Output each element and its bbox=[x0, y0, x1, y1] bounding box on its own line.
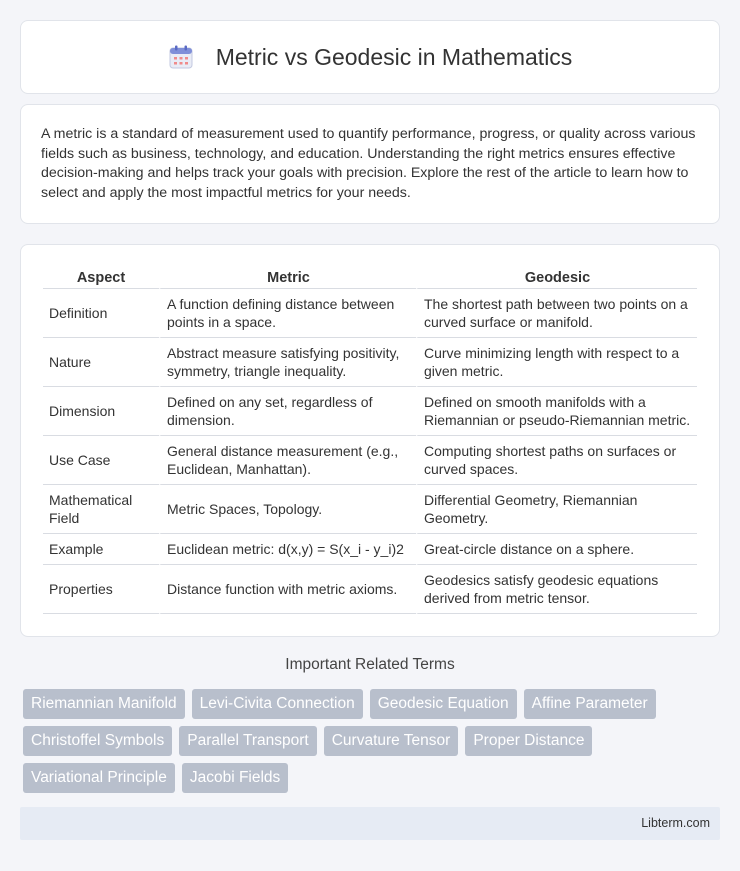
tag-christoffel-symbols[interactable]: Christoffel Symbols bbox=[23, 726, 172, 756]
cell-geodesic: Differential Geometry, Riemannian Geometry. bbox=[416, 485, 697, 534]
tag-proper-distance[interactable]: Proper Distance bbox=[465, 726, 592, 756]
cell-aspect: Dimension bbox=[43, 387, 159, 436]
related-terms bbox=[23, 689, 713, 800]
cell-metric: Distance function with metric axioms. bbox=[159, 565, 416, 614]
cell-geodesic: Computing shortest paths on surfaces or curved spaces. bbox=[416, 436, 697, 485]
intro-paragraph: A metric is a standard of measurement used to quantify performance, progress, or quality across various fields such as business, technology, and education. Understanding the right metrics ensures effective decision-making and helps track your goals with precision. Explore the rest of the article to learn how to select and apply the most impactful metrics for your needs. bbox=[41, 126, 696, 201]
cell-metric: Euclidean metric: d(x,y) = S(x_i - y_i)2 bbox=[159, 534, 416, 565]
tag-jacobi-fields[interactable]: Jacobi Fields bbox=[182, 763, 288, 793]
table-row bbox=[43, 387, 697, 436]
tag-row bbox=[23, 726, 713, 756]
footer bbox=[20, 807, 720, 840]
cell-aspect: Mathematical Field bbox=[43, 485, 159, 534]
tag-parallel-transport[interactable]: Parallel Transport bbox=[179, 726, 316, 756]
cell-metric: Abstract measure satisfying positivity, symmetry, triangle inequality. bbox=[159, 338, 416, 387]
cell-geodesic: The shortest path between two points on a curved surface or manifold. bbox=[416, 289, 697, 338]
related-terms-title: Important Related Terms bbox=[285, 656, 455, 673]
table-row bbox=[43, 338, 697, 387]
cell-geodesic: Great-circle distance on a sphere. bbox=[416, 534, 697, 565]
calendar-icon bbox=[168, 44, 194, 70]
cell-geodesic: Curve minimizing length with respect to a given metric. bbox=[416, 338, 697, 387]
page-title: Metric vs Geodesic in Mathematics bbox=[215, 43, 573, 70]
tag-variational-principle[interactable]: Variational Principle bbox=[23, 763, 175, 793]
cell-aspect: Definition bbox=[43, 289, 159, 338]
comparison-table bbox=[43, 265, 697, 614]
table-row bbox=[43, 534, 697, 565]
cell-aspect: Use Case bbox=[43, 436, 159, 485]
cell-geodesic: Defined on smooth manifolds with a Riemannian or pseudo-Riemannian metric. bbox=[416, 387, 697, 436]
table-row bbox=[43, 565, 697, 614]
cell-metric: A function defining distance between points in a space. bbox=[159, 289, 416, 338]
tag-geodesic-equation[interactable]: Geodesic Equation bbox=[370, 689, 517, 719]
header-aspect: Aspect bbox=[43, 265, 159, 289]
table-header-row bbox=[43, 265, 697, 289]
tag-curvature-tensor[interactable]: Curvature Tensor bbox=[324, 726, 459, 756]
tag-riemannian-manifold[interactable]: Riemannian Manifold bbox=[23, 689, 185, 719]
tag-levi-civita-connection[interactable]: Levi-Civita Connection bbox=[192, 689, 363, 719]
cell-aspect: Example bbox=[43, 534, 159, 565]
table-row bbox=[43, 289, 697, 338]
tag-affine-parameter[interactable]: Affine Parameter bbox=[524, 689, 656, 719]
cell-metric: Defined on any set, regardless of dimension. bbox=[159, 387, 416, 436]
cell-metric: General distance measurement (e.g., Euclidean, Manhattan). bbox=[159, 436, 416, 485]
cell-metric: Metric Spaces, Topology. bbox=[159, 485, 416, 534]
cell-geodesic: Geodesics satisfy geodesic equations derived from metric tensor. bbox=[416, 565, 697, 614]
header-metric: Metric bbox=[159, 265, 416, 289]
comparison-card bbox=[20, 244, 720, 637]
title-card bbox=[20, 20, 720, 94]
tag-row bbox=[23, 763, 713, 793]
cell-aspect: Nature bbox=[43, 338, 159, 387]
table-row bbox=[43, 485, 697, 534]
cell-aspect: Properties bbox=[43, 565, 159, 614]
footer-site-link[interactable]: Libterm.com bbox=[641, 816, 710, 830]
tag-row bbox=[23, 689, 713, 719]
table-row bbox=[43, 436, 697, 485]
header-geodesic: Geodesic bbox=[416, 265, 697, 289]
intro-card bbox=[20, 104, 720, 224]
